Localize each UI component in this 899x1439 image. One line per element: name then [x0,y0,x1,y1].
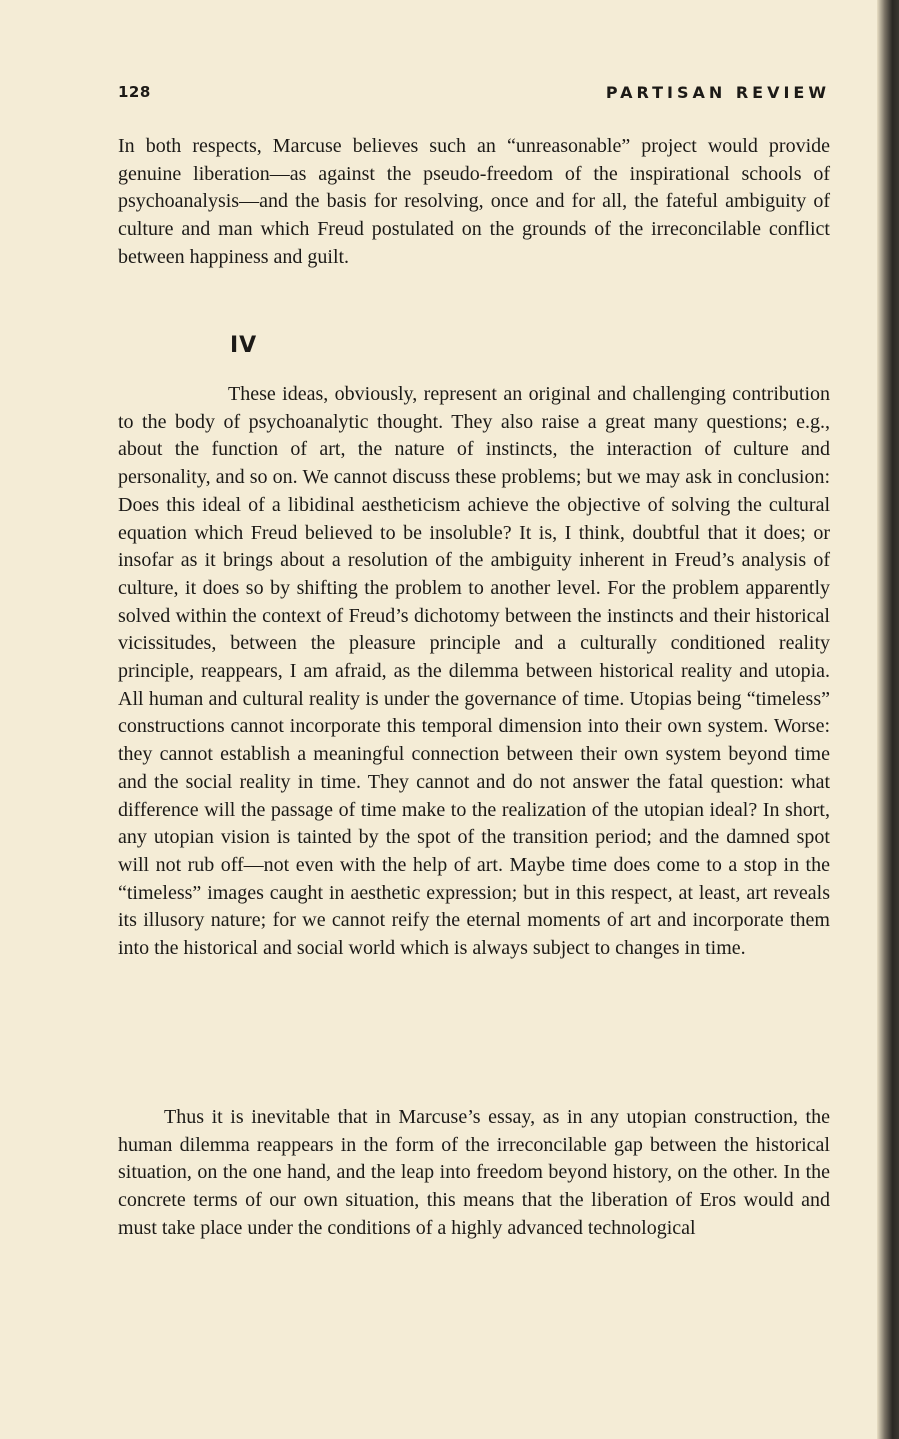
paragraph: In both respects, Marcuse believes such an “unreasonable” project would provide genuine liberation—as against the pseudo-freedom of the inspirational schools of psychoanalysis—and the basis for resolving, once and for all, the fateful ambiguity of culture and man which Freud postulated on the grounds of the irreconcilable conflict between happiness and guilt. [118,135,830,268]
paragraph: Thus it is inevitable that in Marcuse’s essay, as in any utopian construction, the human dilemma reappears in the form of the irreconcilable gap between the historical situation, on the one hand, and the leap into freedom beyond history, on the other. In the concrete terms of our own situation, this means that the liberation of Eros would and must take place under the conditions of a highly advanced technological [118,1106,830,1239]
paragraph: These ideas, obviously, represent an original and challenging contribution to the body of psychoanalytic thought. They also raise a great many questions; e.g., about the function of art, the nature of instincts, the interaction of culture and personality, and so on. We cannot discuss these problems; but we may ask in conclusion: Does this ideal of a libidinal aestheticism achieve the objective of solving the cultural equation which Freud believed to be insoluble? It is, I think, doubtful that it does; or insofar as it brings about a resolution of the ambiguity inherent in Freud’s analysis of culture, it does so by shifting the problem to another level. For the problem apparently solved within the context of Freud’s dichotomy between the instincts and their historical vicissitudes, between the pleasure principle and a culturally conditioned reality principle, reappears, I am afraid, as the dilemma between historical reality and utopia. All human and cultural reality is under the governance of time. Utopias being “timeless” constructions cannot incorporate this temporal dimension into their own system. Worse: they cannot establish a meaningful connection between their own system beyond time and the social reality in time. They cannot and do not answer the fatal question: what difference will the passage of time make to the realization of the utopian ideal? In short, any utopian vision is tainted by the spot of the transition period; and the damned spot will not rub off—not even with the help of art. Maybe time does come to a stop in the “timeless” images caught in aesthetic expression; but in this respect, at least, art reveals its illusory nature; for we cannot reify the eternal moments of art and incorporate them into the historical and social world which is always subject to changes in time. [118,383,830,960]
section-heading: IV [230,333,258,358]
running-head: PARTISAN REVIEW [605,83,830,102]
page-edge-shadow [877,0,899,1439]
page-number: 128 [118,83,151,101]
page-header [118,83,830,109]
